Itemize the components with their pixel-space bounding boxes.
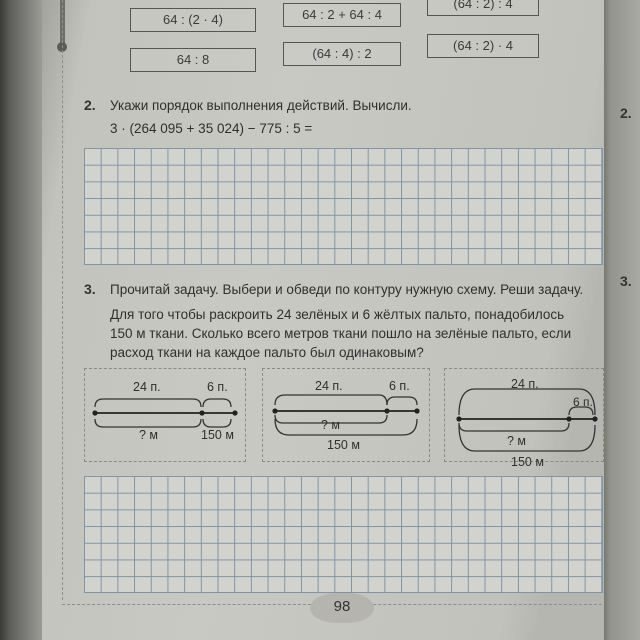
expression-box[interactable]: (64 : 4) : 2 xyxy=(283,42,401,66)
facing-task-2-number: 2. xyxy=(620,105,632,121)
task-3-problem-line: Для того чтобы раскроить 24 зелёных и 6 жёлтых пальто, понадобилось xyxy=(110,307,565,322)
scheme-2[interactable] xyxy=(262,368,430,462)
label-6-coats: 6 п. xyxy=(573,395,593,409)
brace-6 xyxy=(203,399,231,407)
task-3-problem-line: расход ткани на каждое пальто был одинаковым? xyxy=(110,345,424,360)
label-unknown-meters: ? м xyxy=(321,418,341,432)
label-150-meters: 150 м xyxy=(327,438,360,452)
expression-box[interactable]: (64 : 2) · 4 xyxy=(427,34,539,58)
segment-point xyxy=(592,416,597,421)
scheme-1[interactable] xyxy=(84,368,246,462)
page-number: 98 xyxy=(333,598,351,615)
expression-box[interactable]: 64 : 2 + 64 : 4 xyxy=(283,3,401,27)
label-150-meters: 150 м xyxy=(511,455,544,469)
brace-150 xyxy=(275,419,417,435)
label-6-coats: 6 п. xyxy=(207,380,228,394)
brace-question xyxy=(459,423,569,431)
segment-point xyxy=(456,416,461,421)
segment-point xyxy=(414,408,419,413)
label-unknown-meters: ? м xyxy=(507,434,527,448)
label-150-meters: 150 м xyxy=(201,428,234,442)
segment-point xyxy=(232,410,237,415)
segment-point xyxy=(199,410,204,415)
brace-150 xyxy=(459,425,595,451)
label-unknown-meters: ? м xyxy=(139,428,159,442)
facing-page-edge xyxy=(604,0,640,640)
segment-point xyxy=(272,408,277,413)
expression-box[interactable]: (64 : 2) : 4 xyxy=(427,0,539,16)
task-3-number: 3. xyxy=(84,281,96,297)
task-2-text: Укажи порядок выполнения действий. Вычисли. xyxy=(110,98,412,113)
label-6-coats: 6 п. xyxy=(389,379,410,393)
task-2-number: 2. xyxy=(84,97,96,113)
task-3-answer-grid[interactable] xyxy=(84,476,603,593)
brace-6 xyxy=(387,397,417,405)
scheme-3[interactable] xyxy=(444,368,604,469)
segment-point xyxy=(566,416,571,421)
label-24-coats: 24 п. xyxy=(511,377,539,391)
expression-box[interactable]: 64 : 8 xyxy=(130,48,256,72)
task-3-instruction: Прочитай задачу. Выбери и обведи по контуру нужную схему. Реши задачу. xyxy=(110,282,584,297)
facing-task-3-number: 3. xyxy=(620,273,632,289)
brace-24 xyxy=(275,395,387,405)
expression-box[interactable]: 64 : (2 · 4) xyxy=(130,8,256,32)
label-24-coats: 24 п. xyxy=(133,380,161,394)
task-3-problem-line: 150 м ткани. Сколько всего метров ткани пошло на зелёные пальто, если xyxy=(110,326,572,341)
margin-line xyxy=(62,0,63,600)
label-24-coats: 24 п. xyxy=(315,379,343,393)
segment-point xyxy=(384,408,389,413)
task-2-formula: 3 · (264 095 + 35 024) − 775 : 5 = xyxy=(110,121,313,136)
book-spine xyxy=(0,0,42,640)
brace-24 xyxy=(95,399,201,407)
segment-point xyxy=(92,410,97,415)
task-2-answer-grid[interactable] xyxy=(84,148,603,265)
